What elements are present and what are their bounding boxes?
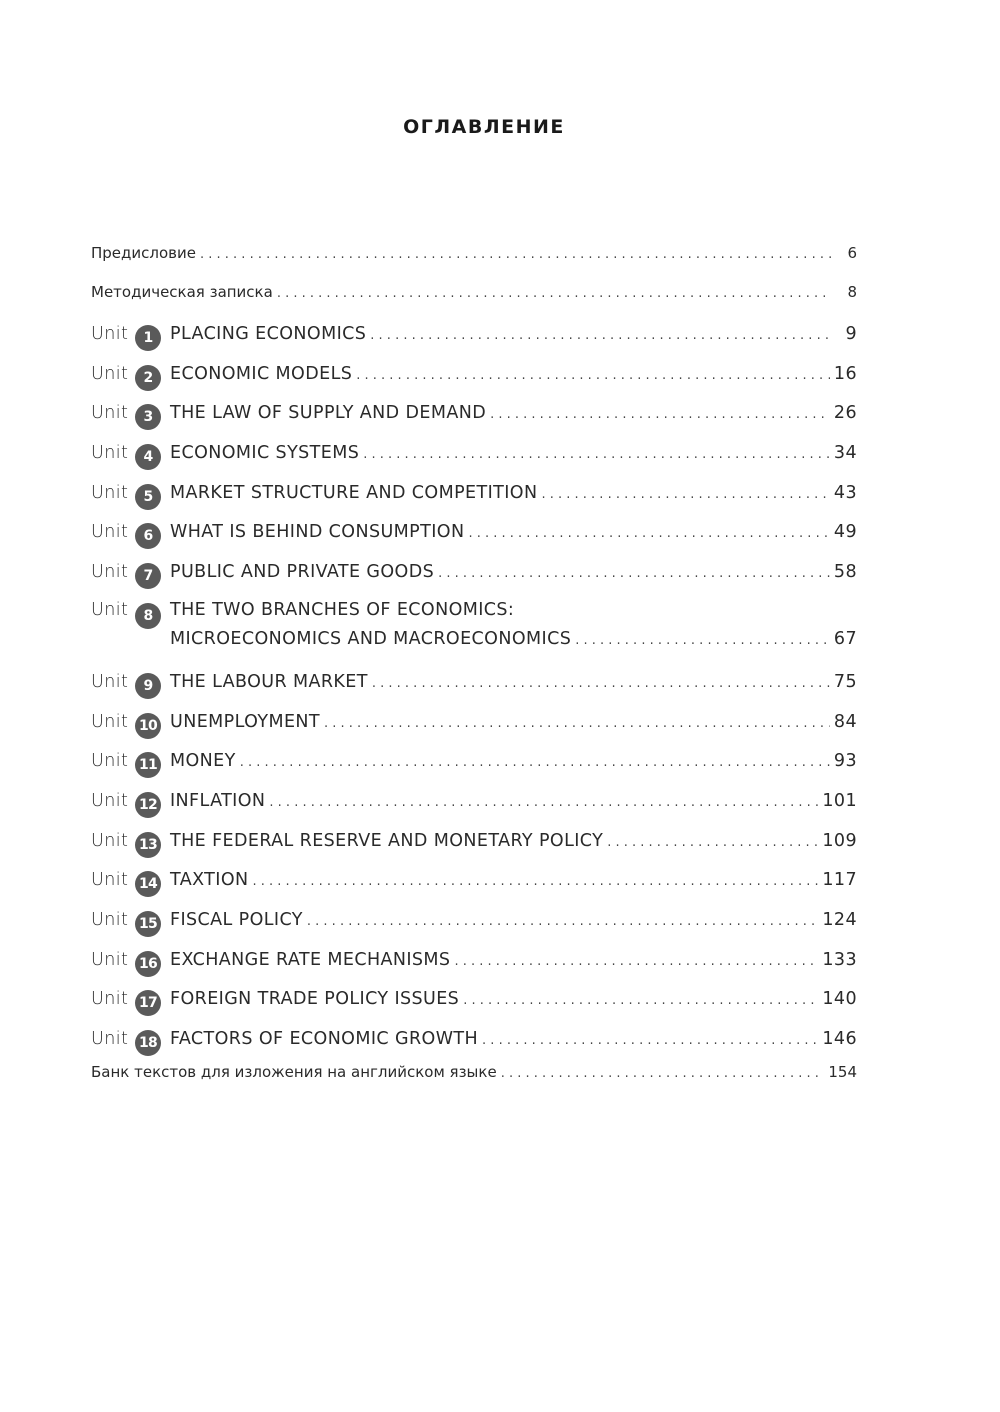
toc-entry-title: INFLATION [170, 790, 266, 811]
dot-leader [370, 328, 831, 343]
dot-leader [356, 368, 830, 383]
toc-entry-unit-11[interactable] [91, 749, 857, 789]
toc-entry-title: MONEY [170, 751, 236, 772]
unit-number-badge: 3 [135, 404, 161, 430]
toc-entry-unit-8[interactable] [91, 600, 857, 670]
toc-page-number: 140 [822, 989, 857, 1010]
dot-leader [253, 874, 819, 889]
unit-number-badge: 17 [135, 990, 161, 1016]
dot-leader [468, 526, 829, 541]
toc-entry-title: THE FEDERAL RESERVE AND MONETARY POLICY [170, 830, 604, 851]
toc-entry-title: PUBLIC AND PRIVATE GOODS [170, 562, 435, 583]
dot-leader [269, 795, 818, 810]
dot-leader [372, 676, 830, 691]
toc-entry-title: WHAT IS BEHIND CONSUMPTION [170, 522, 465, 543]
unit-word: Unit [91, 482, 129, 503]
unit-number-badge: 1 [135, 325, 161, 351]
unit-number-badge: 2 [135, 365, 161, 391]
dot-leader [454, 954, 818, 969]
unit-number-badge: 15 [135, 911, 161, 937]
unit-word: Unit [91, 562, 129, 583]
toc-page-number: 117 [822, 870, 857, 891]
dot-leader [240, 755, 830, 770]
dot-leader [490, 407, 830, 422]
toc-page-number: 133 [822, 949, 857, 970]
toc-page-number: 84 [833, 711, 857, 732]
unit-number-badge: 5 [135, 484, 161, 510]
unit-word: Unit [91, 989, 129, 1010]
unit-word: Unit [91, 751, 129, 772]
unit-word: Unit [91, 909, 129, 930]
dot-leader [277, 286, 831, 301]
toc-entry-unit-14[interactable] [91, 868, 857, 908]
unit-word: Unit [91, 1029, 129, 1049]
toc-entry-title: ECONOMIC MODELS [170, 363, 353, 384]
toc-entry-text-bank[interactable] [91, 1063, 857, 1093]
unit-word: Unit [91, 599, 129, 620]
toc-entry-methodical-note[interactable] [91, 283, 857, 322]
dot-leader [463, 993, 818, 1008]
unit-word: Unit [91, 711, 129, 732]
toc-page-number: 75 [833, 671, 857, 692]
dot-leader [200, 247, 831, 262]
unit-number-badge: 9 [135, 673, 161, 699]
unit-number-badge: 13 [135, 832, 161, 858]
dot-leader [541, 487, 829, 502]
dot-leader [482, 1033, 818, 1048]
toc-page-number: 49 [833, 522, 857, 543]
toc-entry-title: THE LABOUR MARKET [170, 671, 368, 692]
unit-number-badge: 11 [135, 752, 161, 778]
toc-entry-label: Методическая записка [91, 283, 273, 301]
unit-number-badge: 16 [135, 951, 161, 977]
dot-leader [324, 716, 830, 731]
toc-entry-title: FOREIGN TRADE POLICY ISSUES [170, 989, 460, 1010]
toc-page-number: 93 [833, 751, 857, 772]
toc-page-number: 8 [847, 283, 857, 301]
toc-entry-title: MARKET STRUCTURE AND COMPETITION [170, 482, 538, 503]
toc-page-number: 154 [828, 1062, 857, 1081]
unit-number-badge: 14 [135, 871, 161, 897]
toc-page-number: 67 [833, 628, 857, 649]
toc-entry-title: UNEMPLOYMENT [170, 711, 320, 732]
toc-page-number: 58 [833, 562, 857, 583]
dot-leader [438, 566, 830, 581]
toc-page-number: 101 [822, 790, 857, 811]
toc-page-number: 146 [822, 1029, 857, 1049]
toc-entry-unit-13[interactable] [91, 829, 857, 869]
toc-page-number: 6 [847, 244, 857, 262]
toc-entry-title: THE LAW OF SUPPLY AND DEMAND [170, 403, 487, 424]
toc-entry-title: TAXTION [170, 870, 249, 891]
unit-number-badge: 7 [135, 563, 161, 589]
toc-page-number: 16 [833, 363, 857, 384]
unit-word: Unit [91, 870, 129, 891]
toc-entry-title: ECONOMIC SYSTEMS [170, 443, 360, 464]
table-of-contents [91, 244, 857, 1093]
toc-page-number: 9 [845, 324, 857, 344]
unit-word: Unit [91, 324, 129, 344]
toc-entry-unit-17[interactable] [91, 987, 857, 1027]
unit-number-badge: 4 [135, 444, 161, 470]
unit-number-badge: 12 [135, 792, 161, 818]
unit-word: Unit [91, 363, 129, 384]
toc-entry-unit-16[interactable] [91, 948, 857, 988]
toc-entry-title: EXCHANGE RATE MECHANISMS [170, 949, 451, 970]
toc-entry-title: FACTORS OF ECONOMIC GROWTH [170, 1029, 479, 1049]
toc-page-number: 124 [822, 909, 857, 930]
unit-word: Unit [91, 790, 129, 811]
toc-entry-label: Предисловие [91, 244, 196, 262]
unit-number-badge: 18 [135, 1030, 161, 1056]
toc-entry-label: Банк текстов для изложения на английском языке [91, 1062, 497, 1081]
toc-entry-unit-4[interactable] [91, 441, 857, 481]
toc-entry-unit-12[interactable] [91, 789, 857, 829]
toc-page-number: 109 [822, 830, 857, 851]
toc-page-number: 26 [833, 403, 857, 424]
unit-word: Unit [91, 671, 129, 692]
dot-leader [307, 914, 819, 929]
toc-entry-unit-5[interactable] [91, 481, 857, 521]
toc-entry-title: PLACING ECONOMICS [170, 324, 367, 344]
toc-entry-unit-1[interactable] [91, 322, 857, 362]
toc-entry-unit-15[interactable] [91, 908, 857, 948]
toc-entry-title: THE TWO BRANCHES OF ECONOMICS: [170, 599, 515, 620]
toc-entry-unit-18[interactable] [91, 1027, 857, 1067]
dot-leader [501, 1066, 825, 1081]
toc-entry-title: FISCAL POLICY [170, 909, 303, 930]
page-title: ОГЛАВЛЕНИЕ [403, 116, 565, 138]
dot-leader [363, 447, 830, 462]
toc-page-number: 43 [833, 482, 857, 503]
toc-entry-unit-7[interactable] [91, 560, 857, 600]
toc-page-number: 34 [833, 443, 857, 464]
toc-entry-title-line2: MICROECONOMICS AND MACROECONOMICS [170, 628, 572, 649]
toc-entry-unit-6[interactable] [91, 520, 857, 560]
unit-number-badge: 8 [135, 603, 161, 629]
dot-leader [607, 835, 818, 850]
toc-entry-unit-3[interactable] [91, 401, 857, 441]
toc-entry-unit-10[interactable] [91, 710, 857, 750]
toc-entry-preface[interactable] [91, 244, 857, 283]
unit-word: Unit [91, 522, 129, 543]
unit-word: Unit [91, 830, 129, 851]
unit-word: Unit [91, 949, 129, 970]
toc-entry-unit-2[interactable] [91, 362, 857, 402]
unit-word: Unit [91, 403, 129, 424]
dot-leader [575, 633, 830, 648]
toc-entry-unit-9[interactable] [91, 670, 857, 710]
unit-word: Unit [91, 443, 129, 464]
unit-number-badge: 10 [135, 713, 161, 739]
unit-number-badge: 6 [135, 523, 161, 549]
